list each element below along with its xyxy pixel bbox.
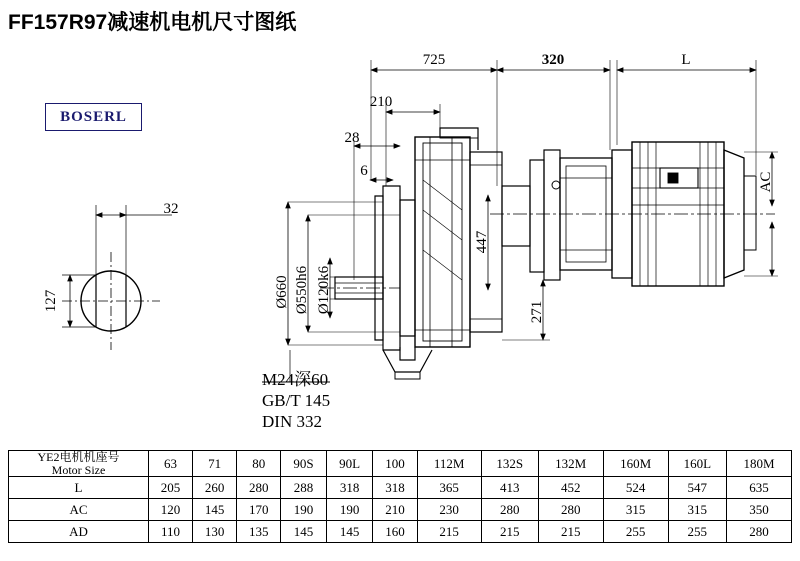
table-cell: 145 bbox=[193, 499, 237, 521]
table-header-size: 132M bbox=[538, 451, 603, 477]
dim-271: 271 bbox=[529, 300, 545, 324]
row-label: L bbox=[9, 477, 149, 499]
logo-text: BOSERL bbox=[60, 108, 127, 125]
table-cell: 210 bbox=[373, 499, 417, 521]
dim-AC: AC bbox=[758, 171, 774, 193]
table-cell: 135 bbox=[237, 521, 281, 543]
table-header-size: 132S bbox=[481, 451, 538, 477]
note-m24: M24深60 bbox=[262, 370, 329, 389]
table-cell: 524 bbox=[603, 477, 668, 499]
table-cell: 350 bbox=[727, 499, 792, 521]
table-row bbox=[9, 521, 792, 543]
note-gbt: GB/T 145 bbox=[262, 391, 331, 410]
table-row bbox=[9, 477, 792, 499]
table-cell: 280 bbox=[237, 477, 281, 499]
table-header-size: 100 bbox=[373, 451, 417, 477]
table-row-header bbox=[9, 451, 792, 477]
table-cell: 365 bbox=[417, 477, 481, 499]
table-cell: 315 bbox=[603, 499, 668, 521]
note-din: DIN 332 bbox=[262, 412, 322, 431]
table-cell: 110 bbox=[149, 521, 193, 543]
table-header-label-en: Motor Size bbox=[51, 462, 106, 477]
dim-210: 210 bbox=[369, 94, 393, 110]
table-cell: 318 bbox=[326, 477, 373, 499]
table-header-size: 160M bbox=[603, 451, 668, 477]
dim-447: 447 bbox=[474, 230, 490, 254]
table-header-size: 90S bbox=[281, 451, 326, 477]
table-cell: 452 bbox=[538, 477, 603, 499]
row-label: AC bbox=[9, 499, 149, 521]
table-cell: 288 bbox=[281, 477, 326, 499]
table-cell: 215 bbox=[538, 521, 603, 543]
dim-6: 6 bbox=[360, 163, 368, 179]
table-cell: 190 bbox=[281, 499, 326, 521]
dim-550: Ø550h6 bbox=[294, 265, 310, 315]
table-cell: 315 bbox=[668, 499, 726, 521]
dim-127: 127 bbox=[43, 289, 59, 313]
dim-725: 725 bbox=[422, 52, 446, 68]
dim-L: L bbox=[681, 52, 691, 68]
table-cell: 318 bbox=[373, 477, 417, 499]
dim-28: 28 bbox=[344, 130, 360, 146]
table-cell: 280 bbox=[727, 521, 792, 543]
table-cell: 255 bbox=[668, 521, 726, 543]
table-cell: 255 bbox=[603, 521, 668, 543]
table-row bbox=[9, 499, 792, 521]
table-cell: 230 bbox=[417, 499, 481, 521]
table-header-size: 90L bbox=[326, 451, 373, 477]
dim-660: Ø660 bbox=[274, 275, 290, 309]
dim-120: Ø120k6 bbox=[316, 265, 332, 315]
table-header-label bbox=[9, 451, 149, 477]
table-cell: 145 bbox=[326, 521, 373, 543]
table-cell: 280 bbox=[481, 499, 538, 521]
motor-size-table bbox=[8, 450, 792, 543]
table-header-size: 80 bbox=[237, 451, 281, 477]
table-cell: 205 bbox=[149, 477, 193, 499]
row-label: AD bbox=[9, 521, 149, 543]
page-title: FF157R97减速机电机尺寸图纸 bbox=[8, 11, 297, 34]
table-cell: 215 bbox=[417, 521, 481, 543]
table-cell: 547 bbox=[668, 477, 726, 499]
table-header-size: 180M bbox=[727, 451, 792, 477]
table-cell: 120 bbox=[149, 499, 193, 521]
table-header-size: 63 bbox=[149, 451, 193, 477]
table-header-size: 112M bbox=[417, 451, 481, 477]
table-cell: 215 bbox=[481, 521, 538, 543]
table-header-size: 160L bbox=[668, 451, 726, 477]
table-cell: 635 bbox=[727, 477, 792, 499]
table-cell: 145 bbox=[281, 521, 326, 543]
dim-320: 320 bbox=[541, 52, 565, 68]
table-cell: 190 bbox=[326, 499, 373, 521]
dim-32: 32 bbox=[163, 201, 179, 217]
table-cell: 130 bbox=[193, 521, 237, 543]
table-cell: 260 bbox=[193, 477, 237, 499]
table-cell: 280 bbox=[538, 499, 603, 521]
table-header-label-cn: YE2电机机座号 bbox=[37, 450, 120, 464]
table-cell: 413 bbox=[481, 477, 538, 499]
table-cell: 170 bbox=[237, 499, 281, 521]
table-cell: 160 bbox=[373, 521, 417, 543]
table-header-size: 71 bbox=[193, 451, 237, 477]
